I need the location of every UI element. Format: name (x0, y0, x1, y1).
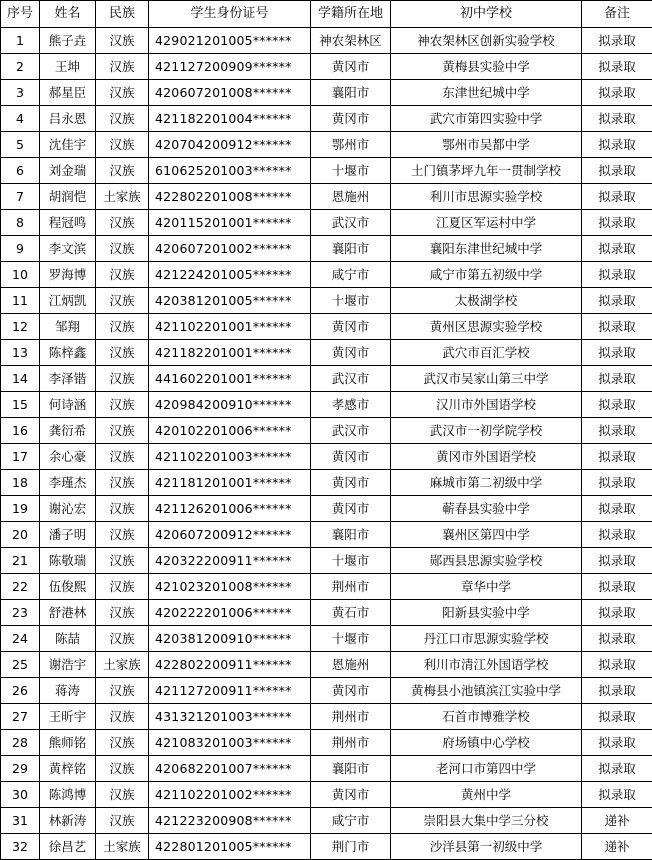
id-number-cell: 610625201003****** (149, 158, 311, 184)
id-number-cell: 421023201008****** (149, 574, 311, 600)
name-cell: 沈佳宇 (40, 132, 96, 158)
location-cell: 黄冈市 (311, 678, 391, 704)
school-cell: 府场镇中心学校 (391, 730, 582, 756)
ethnicity-cell: 汉族 (96, 314, 149, 340)
remarks-cell: 拟录取 (582, 106, 652, 132)
id-number-cell: 421127200909****** (149, 54, 311, 80)
name-cell: 潘子明 (40, 522, 96, 548)
school-cell: 土门镇茅坪九年一贯制学校 (391, 158, 582, 184)
school-cell: 武穴市第四实验中学 (391, 106, 582, 132)
header-name: 姓名 (40, 1, 96, 28)
table-row (1, 782, 652, 808)
name-cell: 王昕宇 (40, 704, 96, 730)
table-row (1, 678, 652, 704)
table-row (1, 210, 652, 236)
serial-number-cell: 27 (1, 704, 40, 730)
id-number-cell: 421127200911****** (149, 678, 311, 704)
location-cell: 咸宁市 (311, 808, 391, 834)
remarks-cell: 拟录取 (582, 522, 652, 548)
table-row (1, 600, 652, 626)
id-number-cell: 420102201006****** (149, 418, 311, 444)
serial-number-cell: 12 (1, 314, 40, 340)
location-cell: 黄冈市 (311, 782, 391, 808)
school-cell: 鄂州市吴都中学 (391, 132, 582, 158)
remarks-cell: 拟录取 (582, 340, 652, 366)
id-number-cell: 420381200910****** (149, 626, 311, 652)
remarks-cell: 拟录取 (582, 28, 652, 54)
school-cell: 麻城市第二初级中学 (391, 470, 582, 496)
remarks-cell: 拟录取 (582, 80, 652, 106)
location-cell: 黄石市 (311, 600, 391, 626)
ethnicity-cell: 汉族 (96, 340, 149, 366)
remarks-cell: 拟录取 (582, 54, 652, 80)
name-cell: 谢浩宇 (40, 652, 96, 678)
name-cell: 林新涛 (40, 808, 96, 834)
ethnicity-cell: 汉族 (96, 496, 149, 522)
school-cell: 太极湖学校 (391, 288, 582, 314)
ethnicity-cell: 土家族 (96, 652, 149, 678)
ethnicity-cell: 汉族 (96, 366, 149, 392)
name-cell: 伍俊熙 (40, 574, 96, 600)
id-number-cell: 421083201003****** (149, 730, 311, 756)
id-number-cell: 420115201001****** (149, 210, 311, 236)
serial-number-cell: 18 (1, 470, 40, 496)
table-row (1, 236, 652, 262)
table-header (1, 1, 652, 28)
name-cell: 谢沁宏 (40, 496, 96, 522)
school-cell: 黄冈市外国语学校 (391, 444, 582, 470)
serial-number-cell: 26 (1, 678, 40, 704)
school-cell: 丹江口市思源实验学校 (391, 626, 582, 652)
remarks-cell: 拟录取 (582, 782, 652, 808)
remarks-cell: 拟录取 (582, 496, 652, 522)
school-cell: 沙洋县第一初级中学 (391, 834, 582, 860)
serial-number-cell: 21 (1, 548, 40, 574)
header-serial-number: 序号 (1, 1, 40, 28)
location-cell: 襄阳市 (311, 236, 391, 262)
serial-number-cell: 9 (1, 236, 40, 262)
header-row (1, 1, 652, 28)
remarks-cell: 拟录取 (582, 158, 652, 184)
location-cell: 黄冈市 (311, 444, 391, 470)
location-cell: 武汉市 (311, 418, 391, 444)
table-row (1, 626, 652, 652)
name-cell: 郝星臣 (40, 80, 96, 106)
serial-number-cell: 14 (1, 366, 40, 392)
school-cell: 黄梅县小池镇滨江实验中学 (391, 678, 582, 704)
id-number-cell: 421182201001****** (149, 340, 311, 366)
table-row (1, 28, 652, 54)
school-cell: 武汉市一初学院学校 (391, 418, 582, 444)
table-row (1, 496, 652, 522)
table-row (1, 522, 652, 548)
serial-number-cell: 10 (1, 262, 40, 288)
location-cell: 恩施州 (311, 652, 391, 678)
id-number-cell: 421102201001****** (149, 314, 311, 340)
serial-number-cell: 5 (1, 132, 40, 158)
serial-number-cell: 7 (1, 184, 40, 210)
id-number-cell: 420984200910****** (149, 392, 311, 418)
ethnicity-cell: 汉族 (96, 54, 149, 80)
school-cell: 章华中学 (391, 574, 582, 600)
ethnicity-cell: 汉族 (96, 808, 149, 834)
name-cell: 黄梓铭 (40, 756, 96, 782)
table-row (1, 574, 652, 600)
table-row (1, 132, 652, 158)
header-enrollment-location: 学籍所在地 (311, 1, 391, 28)
table-row (1, 54, 652, 80)
serial-number-cell: 6 (1, 158, 40, 184)
location-cell: 十堰市 (311, 158, 391, 184)
ethnicity-cell: 汉族 (96, 548, 149, 574)
school-cell: 崇阳县大集中学三分校 (391, 808, 582, 834)
name-cell: 胡润恺 (40, 184, 96, 210)
ethnicity-cell: 汉族 (96, 704, 149, 730)
name-cell: 余心豪 (40, 444, 96, 470)
remarks-cell: 递补 (582, 808, 652, 834)
school-cell: 咸宁市第五初级中学 (391, 262, 582, 288)
header-remarks: 备注 (582, 1, 652, 28)
remarks-cell: 拟录取 (582, 288, 652, 314)
ethnicity-cell: 汉族 (96, 80, 149, 106)
name-cell: 陈鸿博 (40, 782, 96, 808)
location-cell: 鄂州市 (311, 132, 391, 158)
ethnicity-cell: 汉族 (96, 444, 149, 470)
name-cell: 陈敬瑞 (40, 548, 96, 574)
school-cell: 阳新县实验中学 (391, 600, 582, 626)
name-cell: 李泽锴 (40, 366, 96, 392)
table-row (1, 80, 652, 106)
ethnicity-cell: 汉族 (96, 418, 149, 444)
school-cell: 利川市思源实验学校 (391, 184, 582, 210)
location-cell: 荆门市 (311, 834, 391, 860)
id-number-cell: 420607201002****** (149, 236, 311, 262)
ethnicity-cell: 汉族 (96, 236, 149, 262)
name-cell: 吕永恩 (40, 106, 96, 132)
id-number-cell: 422802200911****** (149, 652, 311, 678)
serial-number-cell: 31 (1, 808, 40, 834)
school-cell: 东津世纪城中学 (391, 80, 582, 106)
location-cell: 咸宁市 (311, 262, 391, 288)
serial-number-cell: 20 (1, 522, 40, 548)
name-cell: 龚衍希 (40, 418, 96, 444)
location-cell: 黄冈市 (311, 54, 391, 80)
school-cell: 武汉市吴家山第三中学 (391, 366, 582, 392)
remarks-cell: 拟录取 (582, 262, 652, 288)
ethnicity-cell: 汉族 (96, 626, 149, 652)
id-number-cell: 421223200908****** (149, 808, 311, 834)
id-number-cell: 431321201003****** (149, 704, 311, 730)
location-cell: 荆州市 (311, 730, 391, 756)
serial-number-cell: 11 (1, 288, 40, 314)
ethnicity-cell: 汉族 (96, 210, 149, 236)
location-cell: 武汉市 (311, 366, 391, 392)
table-row (1, 704, 652, 730)
name-cell: 舒港林 (40, 600, 96, 626)
ethnicity-cell: 汉族 (96, 782, 149, 808)
name-cell: 邹翔 (40, 314, 96, 340)
serial-number-cell: 32 (1, 834, 40, 860)
table-row (1, 444, 652, 470)
location-cell: 十堰市 (311, 548, 391, 574)
location-cell: 襄阳市 (311, 80, 391, 106)
name-cell: 罗海博 (40, 262, 96, 288)
id-number-cell: 420682201007****** (149, 756, 311, 782)
remarks-cell: 拟录取 (582, 236, 652, 262)
location-cell: 黄冈市 (311, 340, 391, 366)
name-cell: 江炳凯 (40, 288, 96, 314)
id-number-cell: 420381201005****** (149, 288, 311, 314)
id-number-cell: 421102201003****** (149, 444, 311, 470)
school-cell: 襄阳东津世纪城中学 (391, 236, 582, 262)
name-cell: 李瑾杰 (40, 470, 96, 496)
table-row (1, 340, 652, 366)
location-cell: 恩施州 (311, 184, 391, 210)
serial-number-cell: 29 (1, 756, 40, 782)
school-cell: 江夏区军运村中学 (391, 210, 582, 236)
remarks-cell: 拟录取 (582, 626, 652, 652)
ethnicity-cell: 汉族 (96, 522, 149, 548)
serial-number-cell: 13 (1, 340, 40, 366)
serial-number-cell: 22 (1, 574, 40, 600)
id-number-cell: 420704200912****** (149, 132, 311, 158)
ethnicity-cell: 汉族 (96, 28, 149, 54)
location-cell: 黄冈市 (311, 314, 391, 340)
serial-number-cell: 16 (1, 418, 40, 444)
school-cell: 蕲春县实验中学 (391, 496, 582, 522)
school-cell: 郧西县思源实验学校 (391, 548, 582, 574)
location-cell: 荆州市 (311, 704, 391, 730)
remarks-cell: 拟录取 (582, 392, 652, 418)
name-cell: 何诗涵 (40, 392, 96, 418)
location-cell: 黄冈市 (311, 470, 391, 496)
id-number-cell: 421126201006****** (149, 496, 311, 522)
ethnicity-cell: 汉族 (96, 600, 149, 626)
location-cell: 襄阳市 (311, 522, 391, 548)
id-number-cell: 421102201002****** (149, 782, 311, 808)
id-number-cell: 441602201001****** (149, 366, 311, 392)
ethnicity-cell: 汉族 (96, 288, 149, 314)
name-cell: 李文滨 (40, 236, 96, 262)
ethnicity-cell: 汉族 (96, 132, 149, 158)
location-cell: 荆州市 (311, 574, 391, 600)
school-cell: 神农架林区创新实验学校 (391, 28, 582, 54)
table-row (1, 808, 652, 834)
name-cell: 刘金瑞 (40, 158, 96, 184)
header-id-number: 学生身份证号 (149, 1, 311, 28)
serial-number-cell: 25 (1, 652, 40, 678)
remarks-cell: 拟录取 (582, 704, 652, 730)
remarks-cell: 拟录取 (582, 574, 652, 600)
school-cell: 石首市博雅学校 (391, 704, 582, 730)
serial-number-cell: 30 (1, 782, 40, 808)
location-cell: 黄冈市 (311, 496, 391, 522)
id-number-cell: 421181201001****** (149, 470, 311, 496)
table-row (1, 418, 652, 444)
remarks-cell: 拟录取 (582, 730, 652, 756)
serial-number-cell: 2 (1, 54, 40, 80)
ethnicity-cell: 汉族 (96, 262, 149, 288)
table-body (1, 28, 652, 860)
remarks-cell: 拟录取 (582, 652, 652, 678)
table-row (1, 366, 652, 392)
table-row (1, 262, 652, 288)
location-cell: 孝感市 (311, 392, 391, 418)
name-cell: 陈喆 (40, 626, 96, 652)
remarks-cell: 拟录取 (582, 366, 652, 392)
name-cell: 陈梓鑫 (40, 340, 96, 366)
remarks-cell: 拟录取 (582, 418, 652, 444)
ethnicity-cell: 汉族 (96, 678, 149, 704)
id-number-cell: 422802201008****** (149, 184, 311, 210)
remarks-cell: 拟录取 (582, 184, 652, 210)
table-row (1, 548, 652, 574)
serial-number-cell: 28 (1, 730, 40, 756)
name-cell: 程冠鸣 (40, 210, 96, 236)
serial-number-cell: 4 (1, 106, 40, 132)
name-cell: 蒋涛 (40, 678, 96, 704)
serial-number-cell: 17 (1, 444, 40, 470)
name-cell: 徐昌艺 (40, 834, 96, 860)
ethnicity-cell: 汉族 (96, 574, 149, 600)
id-number-cell: 420607201008****** (149, 80, 311, 106)
header-middle-school: 初中学校 (391, 1, 582, 28)
serial-number-cell: 3 (1, 80, 40, 106)
location-cell: 神农架林区 (311, 28, 391, 54)
serial-number-cell: 8 (1, 210, 40, 236)
remarks-cell: 递补 (582, 834, 652, 860)
table-row (1, 158, 652, 184)
school-cell: 襄州区第四中学 (391, 522, 582, 548)
name-cell: 王坤 (40, 54, 96, 80)
table-row (1, 106, 652, 132)
table-row (1, 834, 652, 860)
school-cell: 武穴市百汇学校 (391, 340, 582, 366)
school-cell: 黄梅县实验中学 (391, 54, 582, 80)
school-cell: 老河口市第四中学 (391, 756, 582, 782)
serial-number-cell: 19 (1, 496, 40, 522)
table-row (1, 652, 652, 678)
header-ethnicity: 民族 (96, 1, 149, 28)
table-row (1, 288, 652, 314)
ethnicity-cell: 汉族 (96, 756, 149, 782)
school-cell: 利川市清江外国语学校 (391, 652, 582, 678)
location-cell: 武汉市 (311, 210, 391, 236)
remarks-cell: 拟录取 (582, 548, 652, 574)
table-row (1, 392, 652, 418)
remarks-cell: 拟录取 (582, 600, 652, 626)
location-cell: 十堰市 (311, 626, 391, 652)
id-number-cell: 420222201006****** (149, 600, 311, 626)
school-cell: 汉川市外国语学校 (391, 392, 582, 418)
school-cell: 黄州中学 (391, 782, 582, 808)
name-cell: 熊师铭 (40, 730, 96, 756)
ethnicity-cell: 汉族 (96, 730, 149, 756)
serial-number-cell: 1 (1, 28, 40, 54)
remarks-cell: 拟录取 (582, 444, 652, 470)
id-number-cell: 421182201004****** (149, 106, 311, 132)
id-number-cell: 429021201005****** (149, 28, 311, 54)
remarks-cell: 拟录取 (582, 314, 652, 340)
ethnicity-cell: 汉族 (96, 470, 149, 496)
remarks-cell: 拟录取 (582, 470, 652, 496)
table-row (1, 184, 652, 210)
remarks-cell: 拟录取 (582, 756, 652, 782)
ethnicity-cell: 汉族 (96, 158, 149, 184)
table-row (1, 730, 652, 756)
name-cell: 熊子垚 (40, 28, 96, 54)
location-cell: 黄冈市 (311, 106, 391, 132)
id-number-cell: 420322200911****** (149, 548, 311, 574)
location-cell: 十堰市 (311, 288, 391, 314)
remarks-cell: 拟录取 (582, 678, 652, 704)
ethnicity-cell: 汉族 (96, 392, 149, 418)
ethnicity-cell: 土家族 (96, 184, 149, 210)
remarks-cell: 拟录取 (582, 210, 652, 236)
table-row (1, 470, 652, 496)
ethnicity-cell: 汉族 (96, 106, 149, 132)
ethnicity-cell: 土家族 (96, 834, 149, 860)
table-row (1, 314, 652, 340)
id-number-cell: 421224201005****** (149, 262, 311, 288)
serial-number-cell: 15 (1, 392, 40, 418)
remarks-cell: 拟录取 (582, 132, 652, 158)
serial-number-cell: 23 (1, 600, 40, 626)
table-row (1, 756, 652, 782)
id-number-cell: 422801201005****** (149, 834, 311, 860)
id-number-cell: 420607200912****** (149, 522, 311, 548)
serial-number-cell: 24 (1, 626, 40, 652)
location-cell: 襄阳市 (311, 756, 391, 782)
school-cell: 黄州区思源实验学校 (391, 314, 582, 340)
